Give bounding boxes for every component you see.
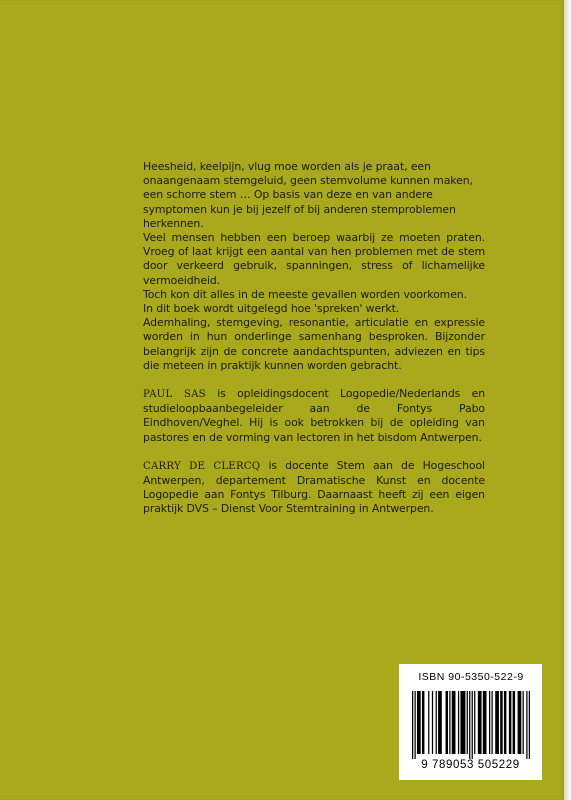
- description-paragraph-4: In dit boek wordt uitgelegd hoe 'spreken' werkt.: [143, 302, 400, 316]
- barcode-bar: [474, 691, 475, 754]
- barcode-bar: [417, 691, 421, 754]
- barcode-bar: [478, 691, 482, 754]
- barcode-bar: [446, 691, 448, 754]
- barcode-bar: [489, 691, 490, 754]
- barcode-bar: [500, 691, 502, 754]
- author-bio-text: is docente Stem aan de Hogeschool Antwerpen, departement Dramatische Kunst en docente Logopedie aan Fontys Tilburg. Daarnaast heeft zij een eigen praktijk DVS – Dienst Voor Stemtraining in Antwerpen.: [143, 458, 485, 516]
- isbn-label: ISBN 90-5350-522-9: [418, 671, 524, 683]
- barcode-bar: [469, 691, 470, 759]
- author-bio-paul-sas: [143, 387, 485, 445]
- author-bio-text: is opleidingsdocent Logopedie/Nederlands en studieloopbaanbegeleider aan de Fontys Pabo Eindhoven/Veghel. Hij is ook betrokken bij de opleiding van pastores en de vorming van lectoren in het bisdom Antwerpen.: [143, 387, 486, 444]
- barcode-bar: [483, 691, 487, 754]
- barcode-bar: [504, 691, 506, 754]
- description-paragraph-2: Veel mensen hebben een beroep waarbij ze moeten praten. Vroeg of laat krijgt een aantal van hen problemen met de stem door verkeerd gebruik, spanningen, stress of lichamelijke vermoeidheid.: [143, 231, 485, 287]
- barcode-bar: [414, 691, 415, 759]
- barcode-bar: [436, 691, 437, 754]
- barcode-bar: [438, 691, 442, 754]
- barcode-bar: [449, 691, 450, 754]
- barcode-bar: [467, 691, 468, 754]
- barcode-bar: [518, 691, 522, 754]
- barcode-bar: [509, 691, 511, 754]
- barcode-bar: [523, 691, 524, 754]
- paragraph-gap: [143, 445, 485, 459]
- barcode-bar: [491, 691, 492, 754]
- description-paragraph-3: Toch kon dit alles in de meeste gevallen worden voorkomen.: [143, 287, 467, 301]
- barcode-bar: [412, 691, 413, 759]
- barcode-bar: [526, 691, 527, 759]
- barcode-graphic: [412, 691, 530, 759]
- barcode-bar: [472, 691, 473, 759]
- barcode-bar: [452, 691, 456, 754]
- description-paragraph-1: Heesheid, keelpijn, vlug moe worden als je praat, een onaangenaam stemgeluid, geen stemvolume kunnen maken, een schorre stem … Op basis van deze en van andere symptomen kun je bij jezelf of bij anderen stemproblemen herkennen.: [143, 160, 473, 230]
- isbn-barcode-panel: [399, 664, 542, 780]
- blurb-text-block: [143, 160, 485, 517]
- barcode-bar: [495, 691, 499, 754]
- author-name: PAUL SAS: [143, 389, 206, 401]
- page-edge: [564, 0, 571, 800]
- barcode-bar: [432, 691, 433, 754]
- barcode-bar: [529, 691, 530, 759]
- author-bio-carry-de-clercq: [143, 459, 485, 517]
- author-name: CARRY DE CLERCQ: [143, 460, 261, 472]
- barcode-bar: [513, 691, 515, 754]
- paragraph-gap: [143, 373, 485, 387]
- barcode-bar: [428, 691, 429, 754]
- barcode-bar: [460, 691, 465, 754]
- barcode-digits: 9 789053 505229: [421, 759, 520, 771]
- barcode-bar: [458, 691, 459, 754]
- barcode-bar: [422, 691, 424, 754]
- description-paragraph-5: Ademhaling, stemgeving, resonantie, articulatie en expressie worden in hun onderlinge samenhang besproken. Bijzonder belangrijk zijn de concrete aandachtspunten, adviezen en tips die meteen in praktijk kunnen worden gebracht.: [143, 316, 485, 372]
